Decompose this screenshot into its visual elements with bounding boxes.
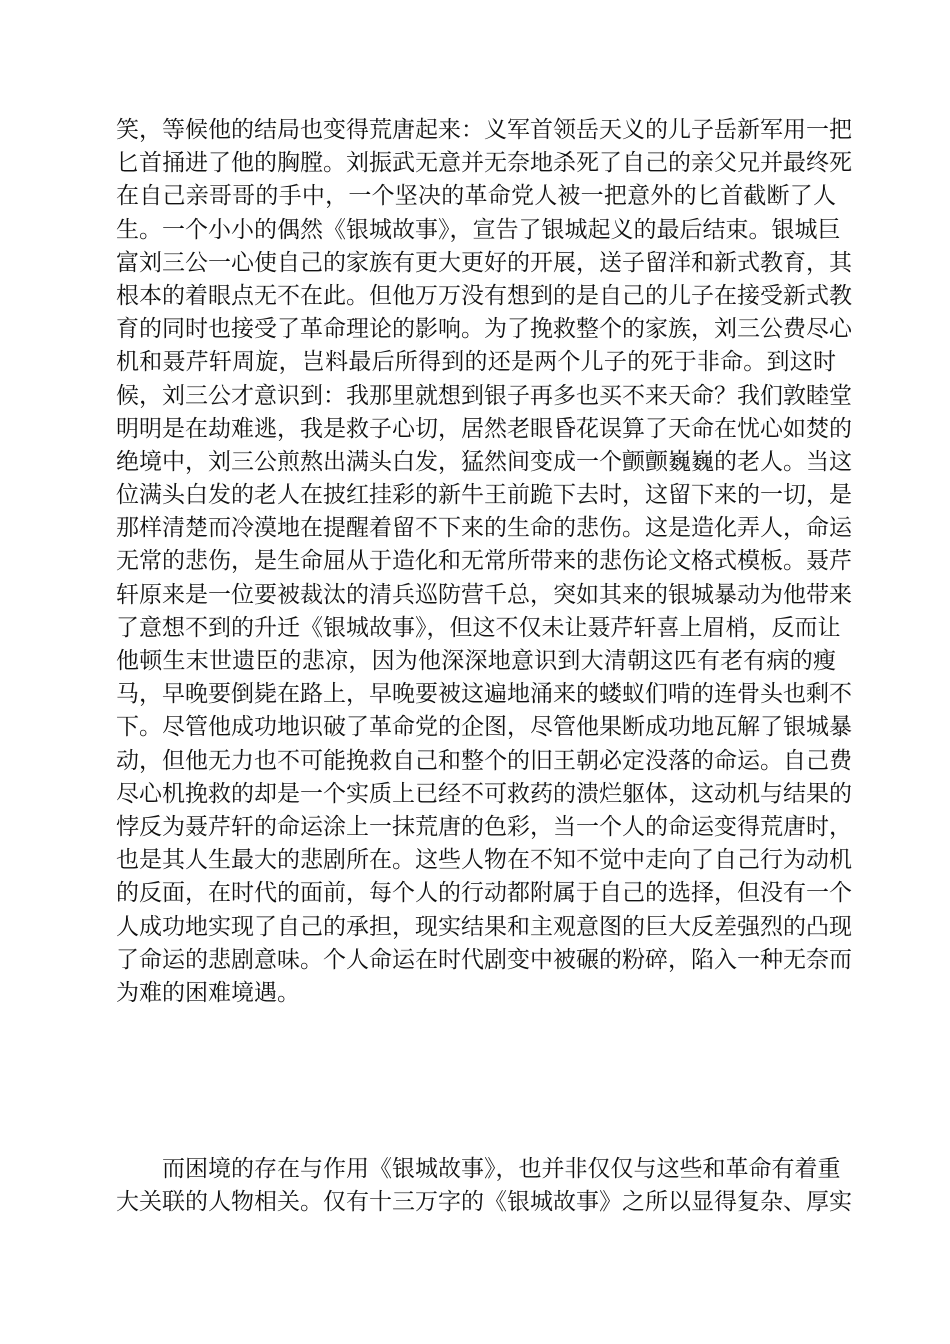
text-line: 笑，等候他的结局也变得荒唐起来：义军首领岳天义的儿子岳新军用一把 xyxy=(116,117,852,143)
text-line: 育的同时也接受了革命理论的影响。为了挽救整个的家族，刘三公费尽心 xyxy=(116,316,852,343)
text-line: 大关联的人物相关。仅有十三万字的《银城故事》之所以显得复杂、厚实 xyxy=(116,1189,852,1216)
text-line: 富刘三公一心使自己的家族有更大更好的开展，送子留洋和新式教育，其 xyxy=(116,249,852,276)
text-line: 也是其人生最大的悲剧所在。这些人物在不知不觉中走向了自己行为动机 xyxy=(116,847,852,874)
text-line-indented: 而困境的存在与作用《银城故事》，也并非仅仅与这些和革命有着重 xyxy=(116,1156,841,1182)
text-line: 在自己亲哥哥的手中，一个坚决的革命党人被一把意外的匕首截断了人 xyxy=(116,183,836,210)
text-line-last: 为难的困难境遇。 xyxy=(116,979,300,1006)
text-line: 人成功地实现了自己的承担，现实结果和主观意图的巨大反差强烈的凸现 xyxy=(116,913,852,940)
text-line: 的反面，在时代的面前，每个人的行动都附属于自己的选择，但没有一个 xyxy=(116,880,852,907)
text-line: 候，刘三公才意识到：我那里就想到银子再多也买不来天命？我们敦睦堂 xyxy=(116,382,852,409)
text-line: 匕首捅进了他的胸膛。刘振武无意并无奈地杀死了自己的亲父兄并最终死 xyxy=(116,150,852,177)
paragraph-1 xyxy=(116,114,852,1010)
text-line: 无常的悲伤，是生命屈从于造化和无常所带来的悲伤论文格式模板。聂芹 xyxy=(116,548,852,575)
text-line: 轩原来是一位要被裁汰的清兵巡防营千总，突如其来的银城暴动为他带来 xyxy=(116,581,852,608)
text-line: 绝境中，刘三公煎熬出满头白发，猛然间变成一个颤颤巍巍的老人。当这 xyxy=(116,448,852,475)
text-line: 他顿生末世遗臣的悲凉，因为他深深地意识到大清朝这匹有老有病的瘦 xyxy=(116,648,836,674)
text-line: 尽心机挽救的却是一个实质上已经不可救药的溃烂躯体，这动机与结果的 xyxy=(116,780,852,807)
text-line: 悖反为聂芹轩的命运涂上一抹荒唐的色彩，当一个人的命运变得荒唐时， xyxy=(116,813,852,840)
text-line: 下。尽管他成功地识破了革命党的企图，尽管他果断成功地瓦解了银城暴 xyxy=(116,714,852,741)
text-line: 马，早晚要倒毙在路上，早晚要被这遍地涌来的蝼蚁们啃的连骨头也剩不 xyxy=(116,681,852,708)
text-line: 了意想不到的升迁《银城故事》，但这不仅未让聂芹轩喜上眉梢，反而让 xyxy=(116,614,841,641)
paragraph-2 xyxy=(116,1153,852,1219)
text-line: 机和聂芹轩周旋，岂料最后所得到的还是两个儿子的死于非命。到这时 xyxy=(116,349,836,376)
text-line: 那样清楚而冷漠地在提醒着留不下来的生命的悲伤。这是造化弄人，命运 xyxy=(116,515,852,542)
text-line: 了命运的悲剧意味。个人命运在时代剧变中被碾的粉碎，陷入一种无奈而 xyxy=(116,946,852,973)
text-line: 生。一个小小的偶然《银城故事》，宣告了银城起义的最后结束。银城巨 xyxy=(116,216,841,243)
text-line: 明明是在劫难逃，我是救子心切，居然老眼昏花误算了天命在忧心如焚的 xyxy=(116,415,852,442)
text-line: 根本的着眼点无不在此。但他万万没有想到的是自己的儿子在接受新式教 xyxy=(116,282,852,309)
text-line: 动，但他无力也不可能挽救自己和整个的旧王朝必定没落的命运。自己费 xyxy=(116,747,852,774)
text-line: 位满头白发的老人在披红挂彩的新牛王前跪下去时，这留下来的一切，是 xyxy=(116,482,852,509)
